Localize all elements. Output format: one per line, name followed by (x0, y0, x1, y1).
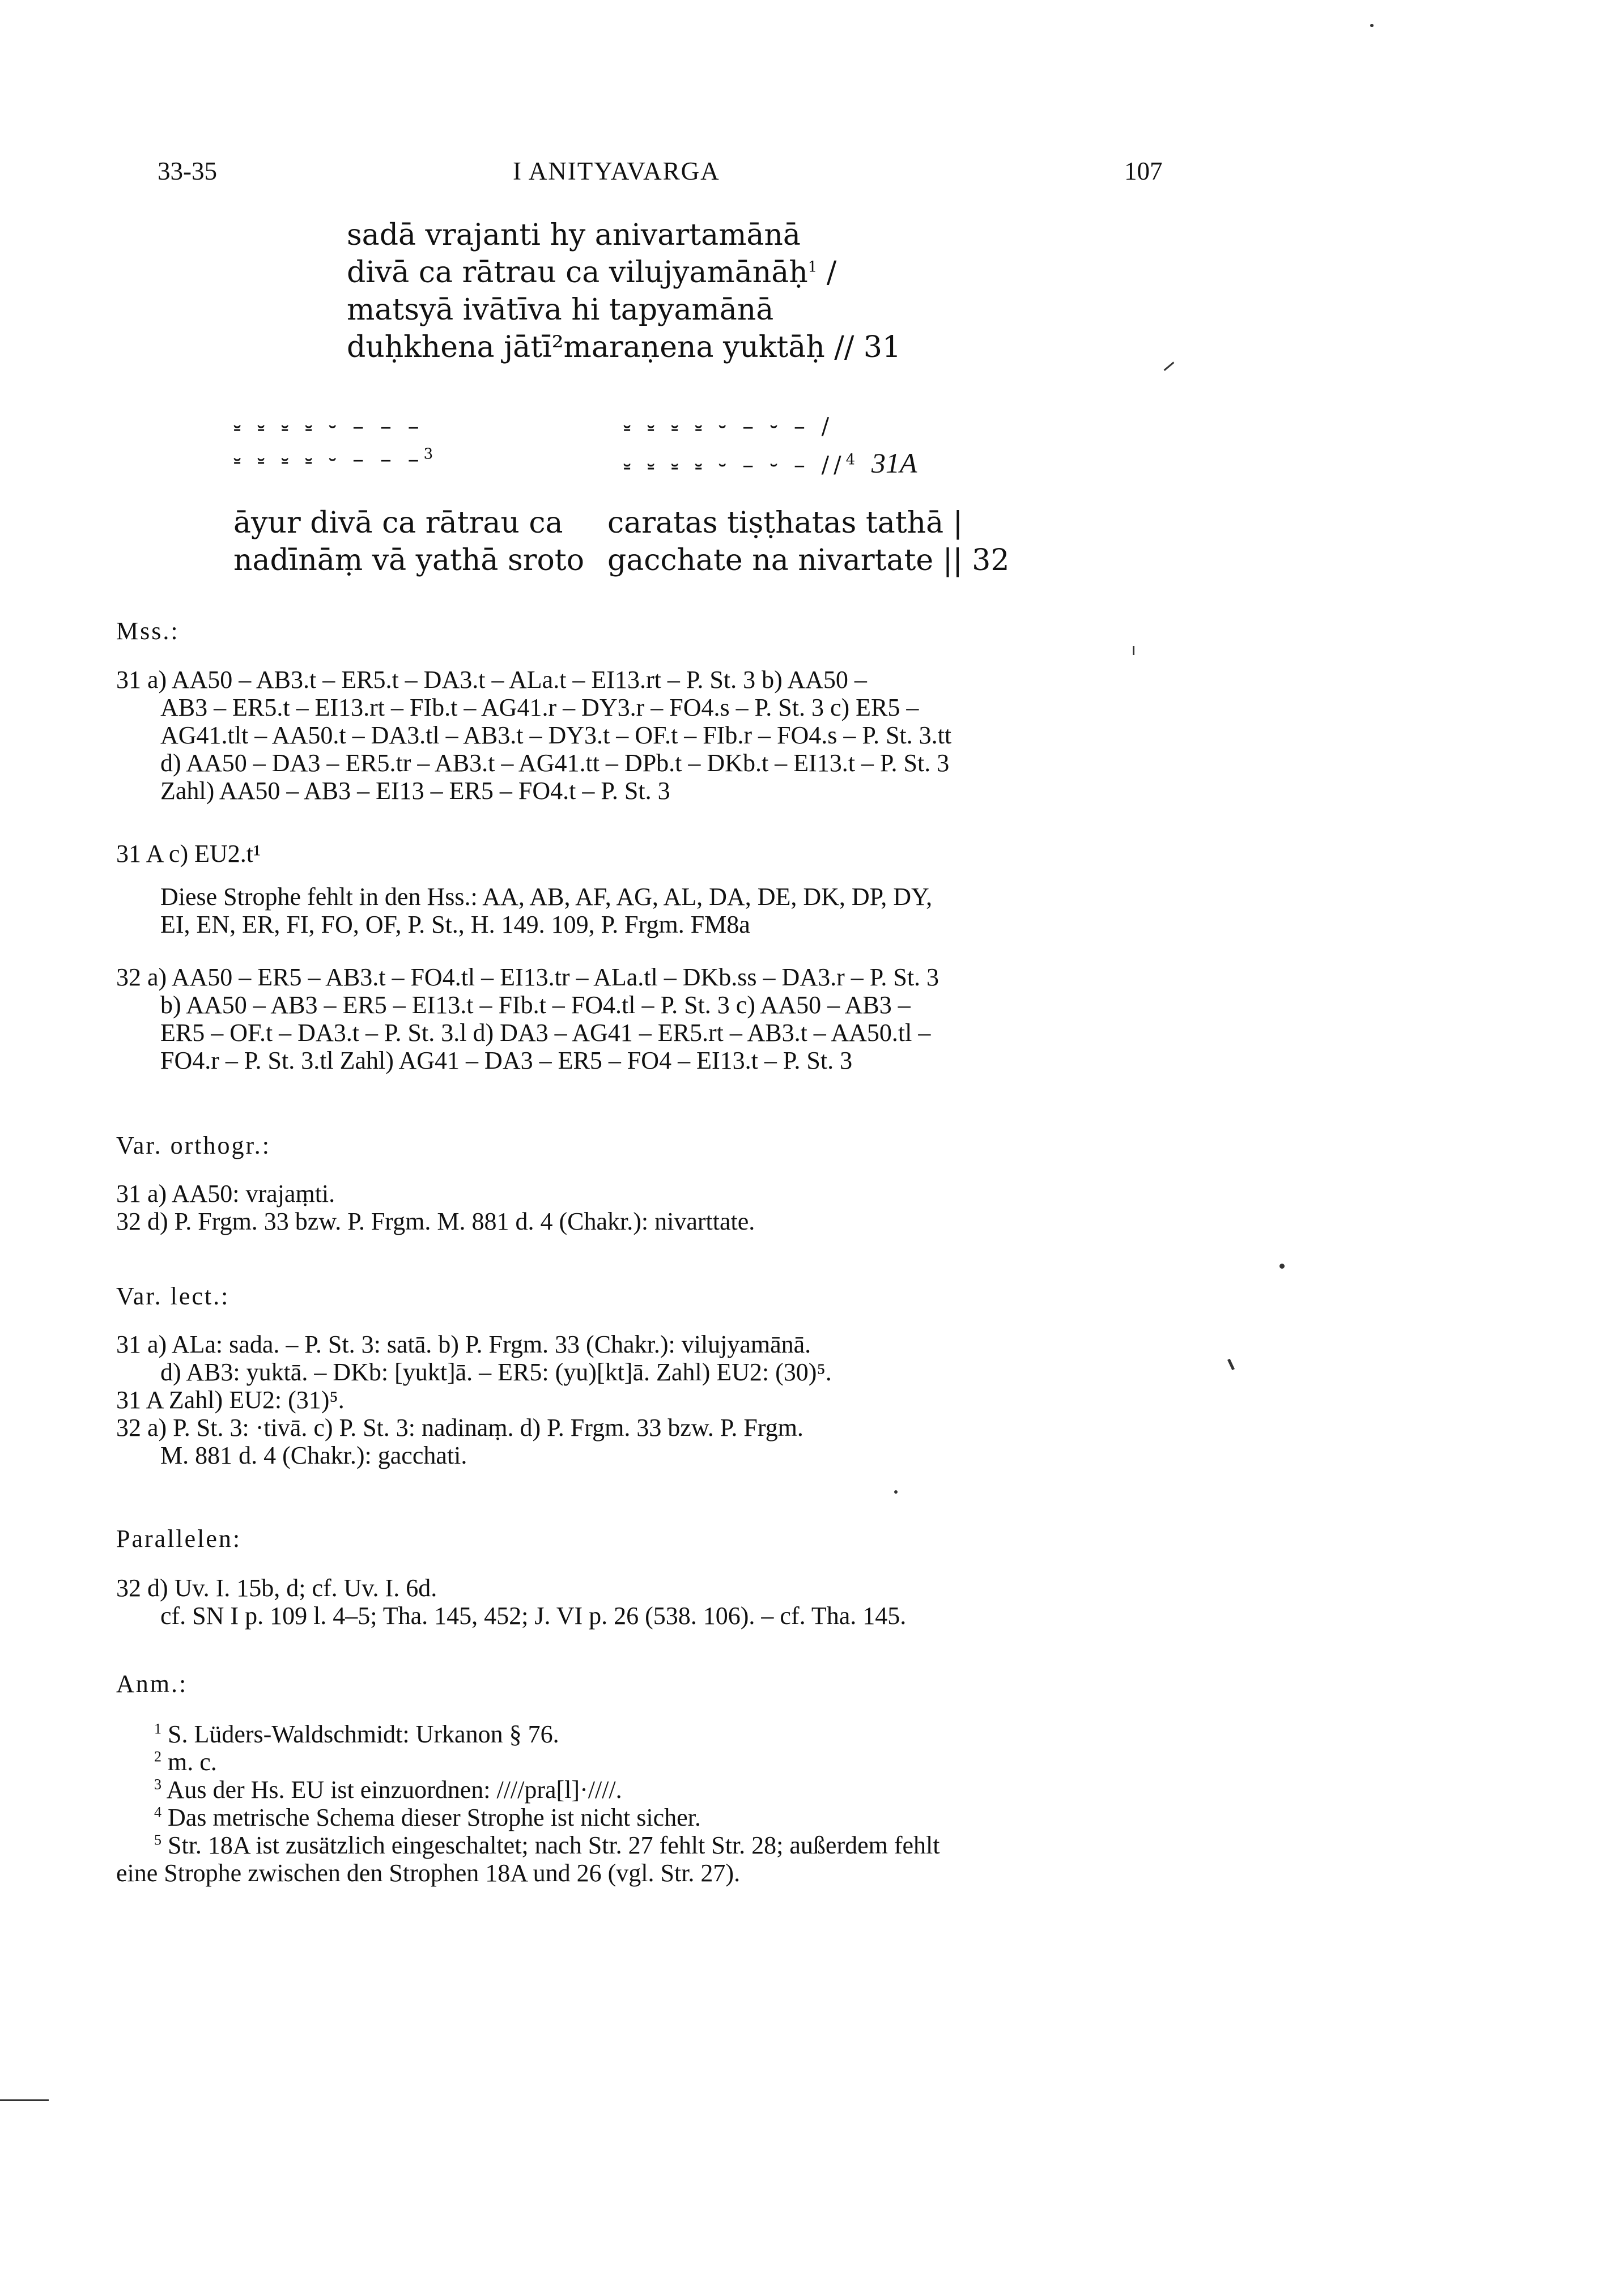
verse-line: caratas tiṣṭhatas tathā | (607, 506, 963, 540)
parallelen-heading: Parallelen: (116, 1525, 242, 1553)
mss-31a (160, 883, 932, 938)
footnote-ref: 3 (423, 445, 438, 463)
page-number: 107 (1124, 157, 1163, 185)
var-line: M. 881 d. 4 (Chakr.): gacchati. (160, 1442, 467, 1469)
parallel-line: 32 d) Uv. I. 15b, d; cf. Uv. I. 6d. (116, 1574, 437, 1602)
verse-line: divā ca rātrau ca vilujyamānāḥ$^1$ / (347, 256, 837, 290)
mss-line: EI, EN, ER, FI, FO, OF, P. St., H. 149. 109, P. Frgm. FM8a (160, 911, 750, 938)
var-lect (116, 1330, 832, 1469)
var-line: 31 a) ALa: sada. – P. St. 3: satā. b) P. Frgm. 33 (Chakr.): vilujyamānā. (116, 1330, 811, 1358)
mss-line: ER5 – OF.t – DA3.t – P. St. 3.l d) DA3 – AG41 – ER5.rt – AB3.t – AA50.tl – (160, 1019, 931, 1047)
mss-32 (116, 963, 939, 1074)
mss-line: 31 a) AA50 – AB3.t – ER5.t – DA3.t – ALa.t – EI13.rt – P. St. 3 b) AA50 – (116, 666, 867, 694)
var-orthogr (116, 1180, 755, 1235)
footnote: $^2$ m. c. (154, 1748, 217, 1776)
stray-mark (894, 1490, 898, 1494)
verse-line: sadā vrajanti hy anivartamānā (347, 218, 801, 252)
metre-row-2-left: ⏓ ⏓ ⏓ ⏓ ⏑ – – –$^3$ (233, 445, 438, 473)
footnote: $^5$ Str. 18A ist zusätzlich eingeschaltet; nach Str. 27 fehlt Str. 28; außerdem fehlt (154, 1831, 940, 1859)
chapter-title: I ANITYAVARGA (513, 157, 720, 185)
mss-line: b) AA50 – AB3 – ER5 – EI13.t – FIb.t – FO4.tl – P. St. 3 c) AA50 – AB3 – (160, 991, 911, 1019)
stray-mark (1133, 646, 1134, 655)
var-line: 31 A Zahl) EU2: (31)⁵. (116, 1386, 345, 1414)
var-lect-heading: Var. lect.: (116, 1282, 230, 1310)
verse-line: gacchate na nivartate || 32 (607, 543, 1010, 577)
footnote-continuation: eine Strophe zwischen den Strophen 18A und 26 (vgl. Str. 27). (116, 1859, 741, 1887)
footnote-ref: 1 (807, 258, 818, 276)
mss-line: FO4.r – P. St. 3.tl Zahl) AG41 – DA3 – ER5 – FO4 – EI13.t – P. St. 3 (160, 1047, 853, 1074)
verse-32-left (233, 504, 584, 579)
strophe-label: 31A (871, 447, 917, 479)
verse-line: duḥkhena jātī²maraṇena yuktāḥ // 31 (347, 330, 902, 364)
var-orthogr-heading: Var. orthogr.: (116, 1132, 271, 1159)
footnote: $^4$ Das metrische Schema dieser Strophe ist nicht sicher. (154, 1804, 701, 1831)
scan-edge-mark (0, 2099, 49, 2101)
metre-row-2-right: ⏓ ⏓ ⏓ ⏓ ⏑ – ⏑ – //$^4$ 31A (623, 447, 917, 479)
mss-heading: Mss.: (116, 617, 180, 645)
mss-line: AG41.tlt – AA50.t – DA3.tl – AB3.t – DY3.t – OF.t – FIb.r – FO4.s – P. St. 3.tt (160, 721, 952, 749)
mss-line: Zahl) AA50 – AB3 – EI13 – ER5 – FO4.t – P. St. 3 (160, 777, 670, 805)
verse-line: āyur divā ca rātrau ca (233, 506, 563, 540)
mss-line: Diese Strophe fehlt in den Hss.: AA, AB, AF, AG, AL, DA, DE, DK, DP, DY, (160, 883, 933, 911)
mss-line: 32 a) AA50 – ER5 – AB3.t – FO4.tl – EI13.tr – ALa.tl – DKb.ss – DA3.r – P. St. 3 (116, 963, 939, 991)
verse-32-right (607, 504, 1009, 579)
var-line: d) AB3: yuktā. – DKb: [yukt]ā. – ER5: (yu)[kt]ā. Zahl) EU2: (30)⁵. (160, 1358, 832, 1386)
verse-line: nadīnāṃ vā yathā sroto (233, 543, 584, 577)
footnote: $^3$ Aus der Hs. EU ist einzuordnen: ////pra[l]·////. (154, 1776, 622, 1804)
verse-line: matsyā ivātīva hi tapyamānā (347, 293, 774, 327)
mss-31 (116, 666, 951, 805)
footnote-ref: 4 (845, 451, 860, 469)
parallelen (116, 1574, 906, 1630)
mss-line: AB3 – ER5.t – EI13.rt – FIb.t – AG41.r – DY3.r – FO4.s – P. St. 3 c) ER5 – (160, 694, 919, 721)
stray-mark (1370, 24, 1374, 27)
stray-mark (1227, 1359, 1235, 1370)
mss-31a-heading: 31 A c) EU2.t¹ (116, 840, 261, 868)
footnote: $^1$ S. Lüders-Waldschmidt: Urkanon § 76. (154, 1720, 559, 1748)
metre-row-1-right: ⏓ ⏓ ⏓ ⏓ ⏑ – ⏑ – / (623, 414, 834, 440)
metre-row-1-left: ⏓ ⏓ ⏓ ⏓ ⏑ – – – (233, 414, 424, 440)
mss-line: d) AA50 – DA3 – ER5.tr – AB3.t – AG41.tt – DPb.t – DKb.t – EI13.t – P. St. 3 (160, 749, 950, 777)
var-line: 31 a) AA50: vrajaṃti. (116, 1180, 335, 1207)
anm-notes (154, 1720, 940, 1859)
anm-heading: Anm.: (116, 1670, 188, 1698)
page-range: 33-35 (158, 157, 217, 185)
var-line: 32 a) P. St. 3: ·tivā. c) P. St. 3: nadinaṃ. d) P. Frgm. 33 bzw. P. Frgm. (116, 1414, 804, 1442)
var-line: 32 d) P. Frgm. 33 bzw. P. Frgm. M. 881 d. 4 (Chakr.): nivarttate. (116, 1207, 755, 1235)
stray-mark (1279, 1264, 1285, 1269)
verse-31 (347, 216, 901, 366)
parallel-line: cf. SN I p. 109 l. 4–5; Tha. 145, 452; J. VI p. 26 (538. 106). – cf. Tha. 145. (160, 1602, 907, 1630)
stray-mark (1164, 362, 1175, 371)
